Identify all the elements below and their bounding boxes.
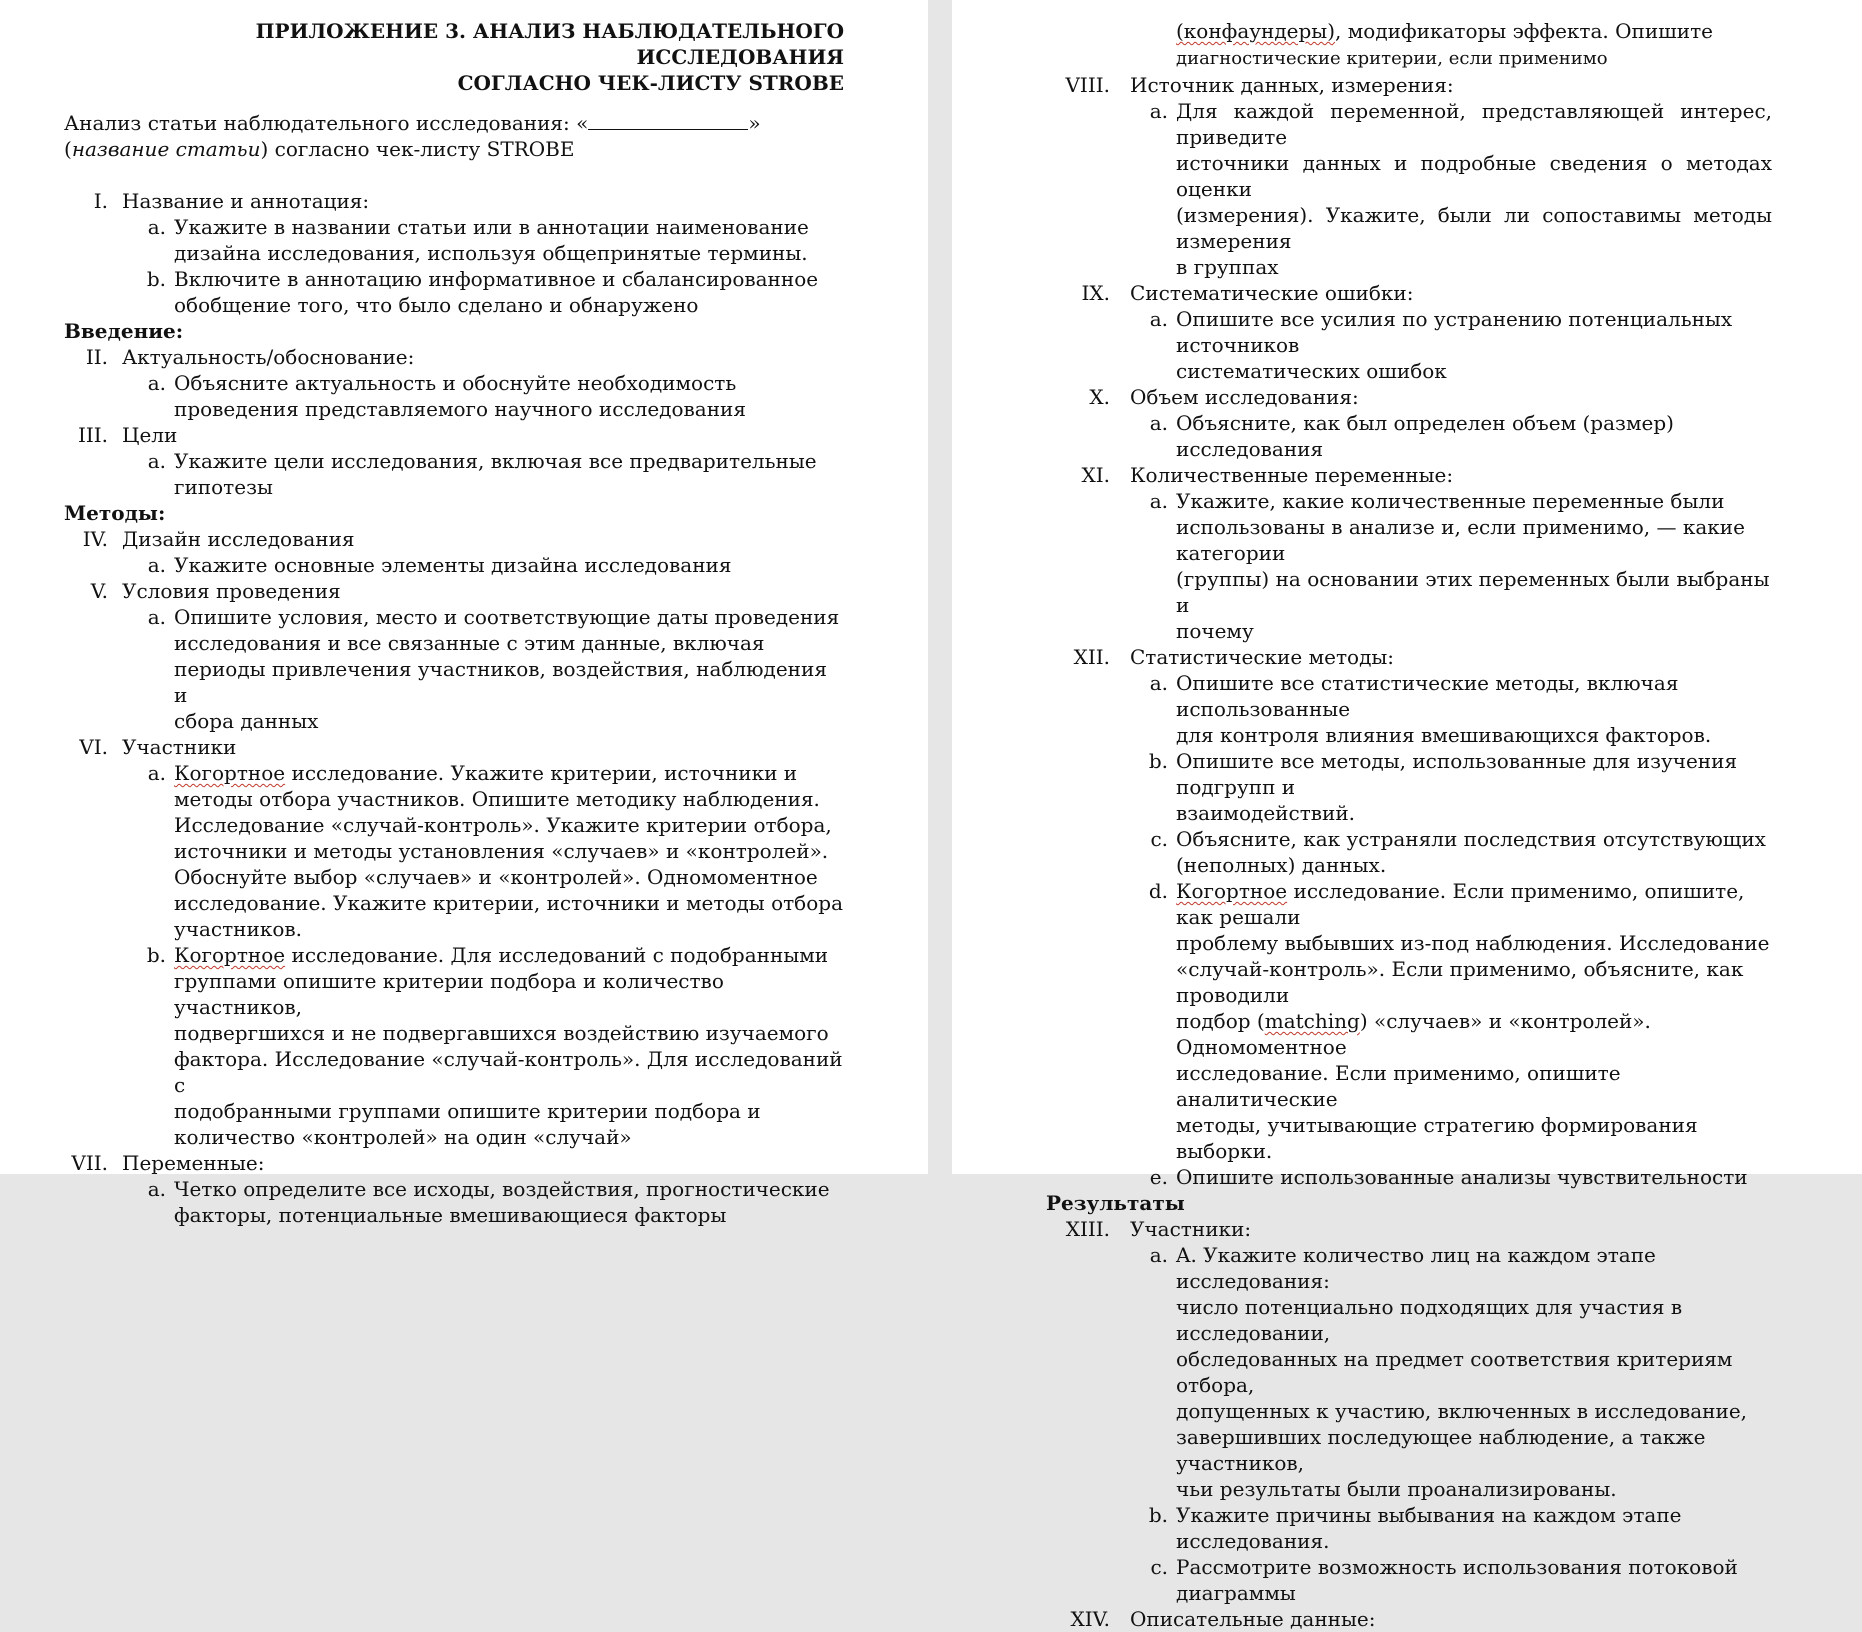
section-v — [64, 578, 844, 604]
item-xii-e — [1032, 1164, 1772, 1190]
spellcheck-word[interactable]: (конфаундеры) — [1176, 19, 1336, 43]
section-number: IX. — [1081, 281, 1110, 305]
item-line: ) «случаев» и «контролей». Одномоментное — [1176, 1009, 1651, 1059]
item-line: Для каждой переменной, представляющей интерес, приведите — [1176, 99, 1772, 149]
section-ii — [64, 344, 844, 370]
section-label: Статистические методы: — [1130, 645, 1395, 669]
heading-methods: Методы: — [64, 501, 166, 525]
spellcheck-word[interactable]: Когортное — [1176, 879, 1288, 903]
item-line: Укажите цели исследования, включая все предварительные — [174, 449, 817, 473]
item-line: периоды привлечения участников, воздействия, наблюдения и — [174, 657, 827, 707]
section-label: Дизайн исследования — [122, 527, 355, 551]
right-page — [952, 0, 1862, 1631]
section-number: VIII. — [1065, 73, 1110, 97]
item-line: систематических ошибок — [1176, 359, 1447, 383]
item-line: Рассмотрите возможность использования потоковой — [1176, 1555, 1738, 1579]
item-line: завершивших последующее наблюдение, а также участников, — [1176, 1425, 1706, 1475]
item-iv-a — [64, 552, 844, 578]
item-letter: e. — [1149, 1165, 1168, 1189]
item-line: Опишите все статистические методы, включая использованные — [1176, 671, 1679, 721]
item-letter: a. — [147, 1177, 166, 1201]
spellcheck-word[interactable]: matching — [1264, 1009, 1360, 1033]
section-iv — [64, 526, 844, 552]
intro-paren-open: ( — [64, 137, 72, 161]
section-label: Название и аннотация: — [122, 189, 370, 213]
item-line: диаграммы — [1176, 1581, 1296, 1605]
item-line: в группах — [1176, 255, 1279, 279]
section-xiii — [1032, 1216, 1772, 1242]
item-letter: a. — [1149, 1243, 1168, 1267]
item-line: (неполных) данных. — [1176, 853, 1387, 877]
section-label: Участники: — [1130, 1217, 1252, 1241]
left-page — [0, 0, 928, 1227]
item-line: Опишите использованные анализы чувствительности — [1176, 1165, 1748, 1189]
item-line: число потенциально подходящих для участия в исследовании, — [1176, 1295, 1683, 1345]
item-line: методы отбора участников. Опишите методику наблюдения. — [174, 787, 820, 811]
spellcheck-word[interactable]: Когортное — [174, 761, 286, 785]
item-line: исследование. Укажите критерии, источники и методы отбора — [174, 891, 843, 915]
item-vii-a-continued — [1032, 18, 1772, 72]
item-iii-a — [64, 448, 844, 500]
item-line: исследование. Если применимо, опишите аналитические — [1176, 1061, 1621, 1111]
item-line: , модификаторы эффекта. Опишите — [1335, 19, 1714, 43]
item-letter: c. — [1150, 827, 1168, 851]
item-line: чьи результаты были проанализированы. — [1176, 1477, 1617, 1501]
item-line: допущенных к участию, включенных в исследование, — [1176, 1399, 1748, 1423]
item-line: подбор ( — [1176, 1009, 1265, 1033]
item-vi-b — [64, 942, 844, 1150]
item-line: Включите в аннотацию информативное и сбалансированное — [174, 267, 819, 291]
section-number: XIV. — [1070, 1607, 1110, 1631]
section-number: X. — [1089, 385, 1110, 409]
item-line: факторы, потенциальные вмешивающиеся факторы — [174, 1203, 727, 1227]
item-line: Исследование «случай-контроль». Укажите критерии отбора, — [174, 813, 832, 837]
section-label: Систематические ошибки: — [1130, 281, 1414, 305]
item-letter: a. — [147, 371, 166, 395]
item-line: Обоснуйте выбор «случаев» и «контролей». Одномоментное — [174, 865, 818, 889]
item-letter: a. — [147, 449, 166, 473]
heading-introduction: Введение: — [64, 319, 184, 343]
item-line: проведения представляемого научного исследования — [174, 397, 747, 421]
section-viii — [1032, 72, 1772, 98]
item-line: гипотезы — [174, 475, 273, 499]
item-line: диагностические критерии, если применимо — [1176, 48, 1608, 69]
item-xiii-a — [1032, 1242, 1772, 1502]
section-x — [1032, 384, 1772, 410]
appendix-title-line-2: СОГЛАСНО ЧЕК-ЛИСТУ STROBE — [457, 71, 844, 95]
item-letter: a. — [1149, 489, 1168, 513]
item-x-a — [1032, 410, 1772, 462]
spellcheck-word[interactable]: Когортное — [174, 943, 286, 967]
item-line: (измерения). Укажите, были ли сопоставимы методы измерения — [1176, 203, 1772, 253]
section-number: III. — [77, 423, 108, 447]
section-xiv — [1032, 1606, 1772, 1632]
right-page-content — [1032, 18, 1772, 1632]
section-label: Источник данных, измерения: — [1130, 73, 1454, 97]
item-line: исследование. Укажите критерии, источники и — [285, 761, 798, 785]
item-line: группами опишите критерии подбора и количество участников, — [174, 969, 724, 1019]
intro-paragraph — [64, 110, 844, 162]
section-number: IV. — [82, 527, 108, 551]
item-letter: a. — [147, 553, 166, 577]
item-letter: b. — [1148, 749, 1168, 773]
item-ix-a — [1032, 306, 1772, 384]
item-letter: b. — [146, 943, 166, 967]
item-i-a — [64, 214, 844, 266]
item-line: источники данных и подробные сведения о методах оценки — [1176, 151, 1772, 201]
section-label: Количественные переменные: — [1130, 463, 1454, 487]
section-label: Условия проведения — [122, 579, 341, 603]
intro-suffix: ) согласно чек-листу STROBE — [260, 137, 575, 161]
item-line: подвергшихся и не подвергавшихся воздействию изучаемого — [174, 1021, 829, 1045]
section-number: XIII. — [1065, 1217, 1110, 1241]
section-xi — [1032, 462, 1772, 488]
item-line: Укажите в названии статьи или в аннотации наименование — [174, 215, 809, 239]
item-ii-a — [64, 370, 844, 422]
item-line: Укажите, какие количественные переменные были — [1176, 489, 1725, 513]
intro-prefix: Анализ статьи наблюдательного исследования: « — [64, 111, 589, 135]
section-iii — [64, 422, 844, 448]
item-line: A. Укажите количество лиц на каждом этапе исследования: — [1176, 1243, 1656, 1293]
item-letter: c. — [1150, 1555, 1168, 1579]
title-blank-line[interactable] — [588, 111, 748, 130]
item-xiii-b — [1032, 1502, 1772, 1554]
item-line: Объясните, как устраняли последствия отсутствующих — [1176, 827, 1766, 851]
item-line: методы, учитывающие стратегию формирования выборки. — [1176, 1113, 1698, 1163]
page-gap — [928, 0, 952, 1174]
section-ix — [1032, 280, 1772, 306]
item-xii-b — [1032, 748, 1772, 826]
section-label: Переменные: — [122, 1151, 265, 1175]
item-line: использованы в анализе и, если применимо, — какие категории — [1176, 515, 1745, 565]
item-line: Объясните актуальность и обоснуйте необходимость — [174, 371, 737, 395]
intro-quote-close: » — [748, 111, 761, 135]
section-label: Описательные данные: — [1130, 1607, 1376, 1631]
section-i — [64, 188, 844, 214]
item-i-b — [64, 266, 844, 318]
appendix-title — [64, 18, 844, 96]
item-letter: a. — [147, 605, 166, 629]
item-line: подобранными группами опишите критерии подбора и — [174, 1099, 761, 1123]
appendix-title-line-1: ПРИЛОЖЕНИЕ 3. АНАЛИЗ НАБЛЮДАТЕЛЬНОГО ИССЛЕДОВАНИЯ — [255, 19, 844, 69]
item-xii-d — [1032, 878, 1772, 1164]
item-line: исследование. Для исследований с подобранными — [285, 943, 829, 967]
item-line: почему — [1176, 619, 1254, 643]
section-number: II. — [85, 345, 108, 369]
section-number: I. — [93, 189, 108, 213]
item-line: Опишите все методы, использованные для изучения подгрупп и — [1176, 749, 1738, 799]
item-line: Объясните, как был определен объем (размер) исследования — [1176, 411, 1674, 461]
item-line: обследованных на предмет соответствия критериям отбора, — [1176, 1347, 1733, 1397]
section-vii — [64, 1150, 844, 1176]
item-letter: b. — [146, 267, 166, 291]
item-line: Укажите основные элементы дизайна исследования — [174, 553, 732, 577]
item-xiii-c — [1032, 1554, 1772, 1606]
item-vi-a — [64, 760, 844, 942]
section-number: XI. — [1081, 463, 1110, 487]
item-xi-a — [1032, 488, 1772, 644]
item-line: обобщение того, что было сделано и обнаружено — [174, 293, 699, 317]
section-label: Цели — [122, 423, 178, 447]
section-label: Участники — [122, 735, 237, 759]
section-xii — [1032, 644, 1772, 670]
item-line: исследования и все связанные с этим данные, включая — [174, 631, 765, 655]
item-line: Четко определите все исходы, воздействия, прогностические — [174, 1177, 830, 1201]
item-line: сбора данных — [174, 709, 319, 733]
item-line: проблему выбывших из-под наблюдения. Исследование — [1176, 931, 1770, 955]
item-line: (группы) на основании этих переменных были выбраны и — [1176, 567, 1770, 617]
item-letter: d. — [1148, 879, 1168, 903]
item-v-a — [64, 604, 844, 734]
item-line: Укажите причины выбывания на каждом этапе исследования. — [1176, 1503, 1682, 1553]
item-letter: a. — [1149, 411, 1168, 435]
item-line: исследование. Если применимо, опишите, как решали — [1176, 879, 1745, 929]
item-line: фактора. Исследование «случай-контроль». Для исследований с — [174, 1047, 843, 1097]
item-letter: a. — [147, 761, 166, 785]
item-letter: b. — [1148, 1503, 1168, 1527]
item-line: взаимодействий. — [1176, 801, 1356, 825]
item-letter: a. — [147, 215, 166, 239]
item-xii-c — [1032, 826, 1772, 878]
item-line: Опишите условия, место и соответствующие даты проведения — [174, 605, 840, 629]
heading-results: Результаты — [1046, 1191, 1185, 1215]
section-label: Объем исследования: — [1130, 385, 1359, 409]
item-line: Опишите все усилия по устранению потенциальных источников — [1176, 307, 1733, 357]
left-page-content — [64, 18, 844, 1228]
item-viii-a — [1032, 98, 1772, 280]
item-xii-a — [1032, 670, 1772, 748]
section-number: VI. — [79, 735, 108, 759]
intro-italic: название статьи — [71, 137, 261, 161]
item-line: источники и методы установления «случаев» и «контролей». — [174, 839, 829, 863]
item-line: дизайна исследования, используя общепринятые термины. — [174, 241, 808, 265]
item-line: для контроля влияния вмешивающихся факторов. — [1176, 723, 1712, 747]
section-vi — [64, 734, 844, 760]
section-number: VII. — [71, 1151, 108, 1175]
item-line: участников. — [174, 917, 302, 941]
section-label: Актуальность/обоснование: — [122, 345, 415, 369]
item-letter: a. — [1149, 671, 1168, 695]
item-letter: a. — [1149, 307, 1168, 331]
section-number: XII. — [1073, 645, 1110, 669]
item-line: количество «контролей» на один «случай» — [174, 1125, 632, 1149]
section-number: V. — [90, 579, 108, 603]
item-vii-a — [64, 1176, 844, 1228]
item-letter: a. — [1149, 99, 1168, 123]
item-line: «случай-контроль». Если применимо, объясните, как проводили — [1176, 957, 1744, 1007]
